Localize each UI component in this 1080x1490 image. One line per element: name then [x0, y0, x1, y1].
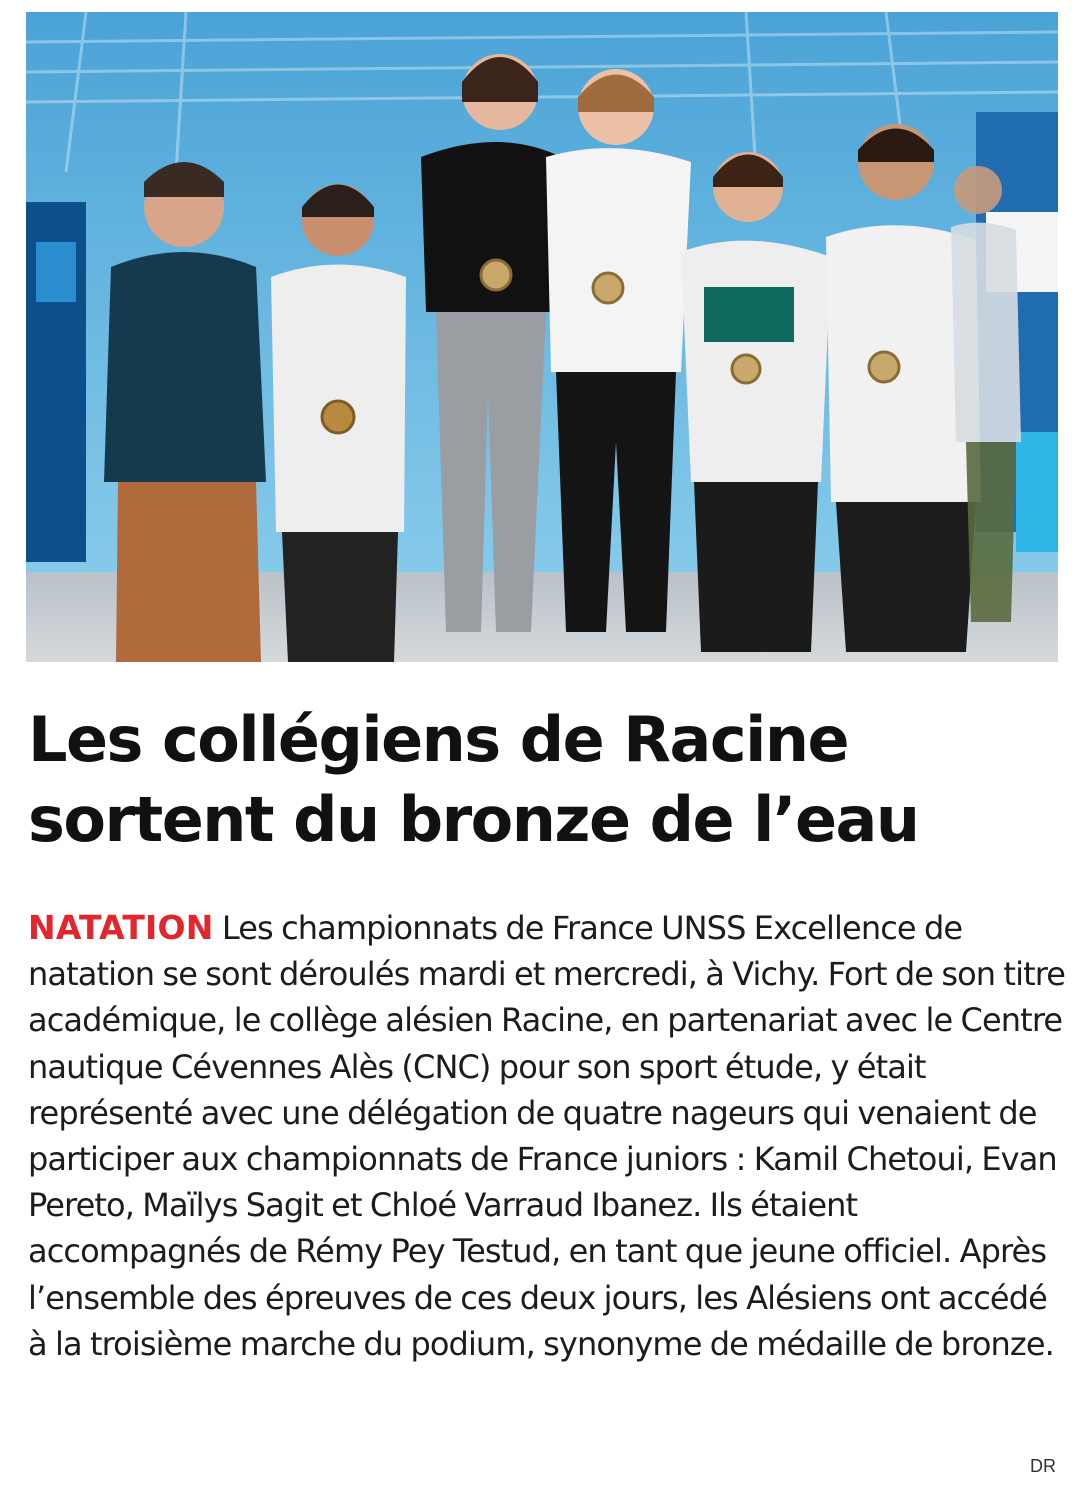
- photo-illustration: [26, 12, 1058, 662]
- article-photo: [26, 12, 1058, 662]
- headline: [28, 700, 1058, 860]
- article-text: Les championnats de France UNSS Excellence de natation se sont déroulés mardi et mercredi, à Vichy. Fort de son titre académique, le collège alésien Racine, en partenariat avec le Centre nautique Cévennes Alès (CNC) pour son sport étude, y était représenté avec une délégation de quatre nageurs qui venaient de participer aux championnats de France juniors : Kamil Chetoui, Evan Pereto, Maïlys Sagit et Chloé Varraud Ibanez. Ils étaient accompagnés de Rémy Pey Testud, en tant que jeune officiel. Après l’ensemble des épreuves de ces deux jours, les Alésiens ont accédé à la troisième marche du podium, synonyme de médaille de bronze.: [28, 909, 1066, 1363]
- section-kicker: NATATION: [28, 908, 214, 947]
- article-body: [28, 905, 1068, 1367]
- photo-credit: DR: [1030, 1456, 1056, 1476]
- headline-line-1: Les collégiens de Racine: [28, 703, 849, 776]
- headline-line-2: sortent du bronze de l’eau: [28, 783, 919, 856]
